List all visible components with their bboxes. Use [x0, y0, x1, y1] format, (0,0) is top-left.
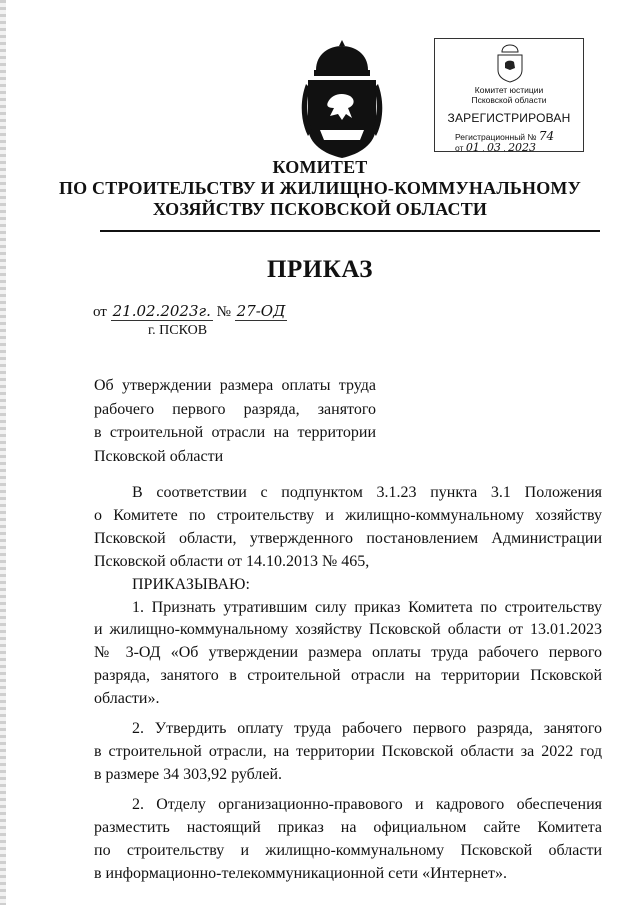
scan-edge	[0, 0, 6, 905]
subject-line: рабочего первого разряда, занятого	[94, 400, 376, 418]
body-line: разряда, занятого в строительной отрасли на территории Псковской	[94, 667, 602, 685]
header-committee-line3: ХОЗЯЙСТВУ ПСКОВСКОЙ ОБЛАСТИ	[152, 199, 488, 219]
stamp-coat-of-arms-icon	[493, 43, 527, 83]
order-subject	[94, 374, 376, 468]
paragraph-gap	[94, 711, 602, 718]
paragraph-gap	[94, 787, 602, 794]
body-line: области».	[94, 690, 160, 708]
stamp-reg-number: 74	[538, 129, 555, 143]
body-line: в размере 34 303,92 рублей.	[94, 765, 283, 783]
subject-line: в строительной отрасли на территории	[94, 424, 376, 441]
pskov-coat-of-arms-icon	[296, 40, 388, 160]
item-3-paragraph	[94, 794, 602, 886]
order-date-number	[93, 302, 287, 321]
body-line: 2. Утвердить оплату труда рабочего первого разряда, занятого	[132, 720, 602, 738]
stamp-organization-line-2: Псковской области	[471, 95, 547, 105]
stamp-organization-line-1: Комитет юстиции	[474, 85, 544, 95]
registration-stamp	[434, 38, 584, 152]
body-line: Псковской области, утвержденного постановлением Администрации	[94, 529, 602, 547]
header-divider	[100, 230, 600, 232]
document-type-title: ПРИКАЗ	[267, 256, 373, 283]
body-line: В соответствии с подпунктом 3.1.23 пункта 3.1 Положения	[132, 484, 602, 501]
body-line: по строительству и жилищно-коммунальному Псковской области	[94, 841, 602, 859]
order-number: 27-ОД	[236, 302, 286, 320]
body-line: 2. Отделу организационно-правового и кадрового обеспечения	[132, 795, 602, 813]
item-2-paragraph	[94, 718, 602, 787]
body-line: и жилищно-коммунальному хозяйству Псковской области от 13.01.2023	[94, 621, 602, 639]
body-line: разместить настоящий приказ на официальном сайте Комитета	[94, 818, 602, 836]
stamp-date-month: 03	[486, 141, 501, 154]
order-number-prefix: №	[216, 304, 231, 320]
stamp-date-sep1: .	[482, 143, 485, 153]
body-line: в строительной отрасли, на территории Псковской области за 2022 год	[94, 742, 602, 760]
header-committee-line2: ПО СТРОИТЕЛЬСТВУ И ЖИЛИЩНО-КОММУНАЛЬНОМУ	[58, 178, 582, 198]
stamp-status: ЗАРЕГИСТРИРОВАН	[447, 111, 571, 125]
body-line: Псковской области от 14.10.2013 № 465,	[94, 552, 370, 570]
body-line: № 3-ОД «Об утверждении размера оплаты труда рабочего первого	[94, 644, 602, 662]
stamp-date-prefix: от	[455, 143, 464, 153]
stamp-date-day: 01	[465, 141, 480, 154]
order-date: 21.02.2023г.	[112, 302, 211, 320]
order-city: г. ПСКОВ	[148, 323, 208, 338]
subject-line: Об утверждении размера оплаты труда	[94, 377, 376, 394]
stamp-reg-label: Регистрационный №	[455, 132, 537, 142]
body-line: в информационно-телекоммуникационной сети «Интернет».	[94, 864, 507, 882]
stamp-date-year: 2023	[508, 141, 537, 154]
item-1-paragraph	[94, 597, 602, 712]
body-line: 1. Признать утратившим силу приказ Комитета по строительству	[132, 598, 602, 616]
stamp-registration-date	[455, 141, 536, 154]
order-word: ПРИКАЗЫВАЮ:	[132, 575, 250, 593]
subject-line: Псковской области	[94, 447, 224, 465]
header-committee: КОМИТЕТ	[272, 157, 368, 177]
stamp-date-sep2: .	[503, 143, 506, 153]
order-date-prefix: от	[93, 304, 107, 320]
body-line: о Комитете по строительству и жилищно-коммунальному хозяйству	[94, 506, 602, 524]
preamble-paragraph	[94, 482, 602, 574]
order-body	[94, 482, 602, 885]
